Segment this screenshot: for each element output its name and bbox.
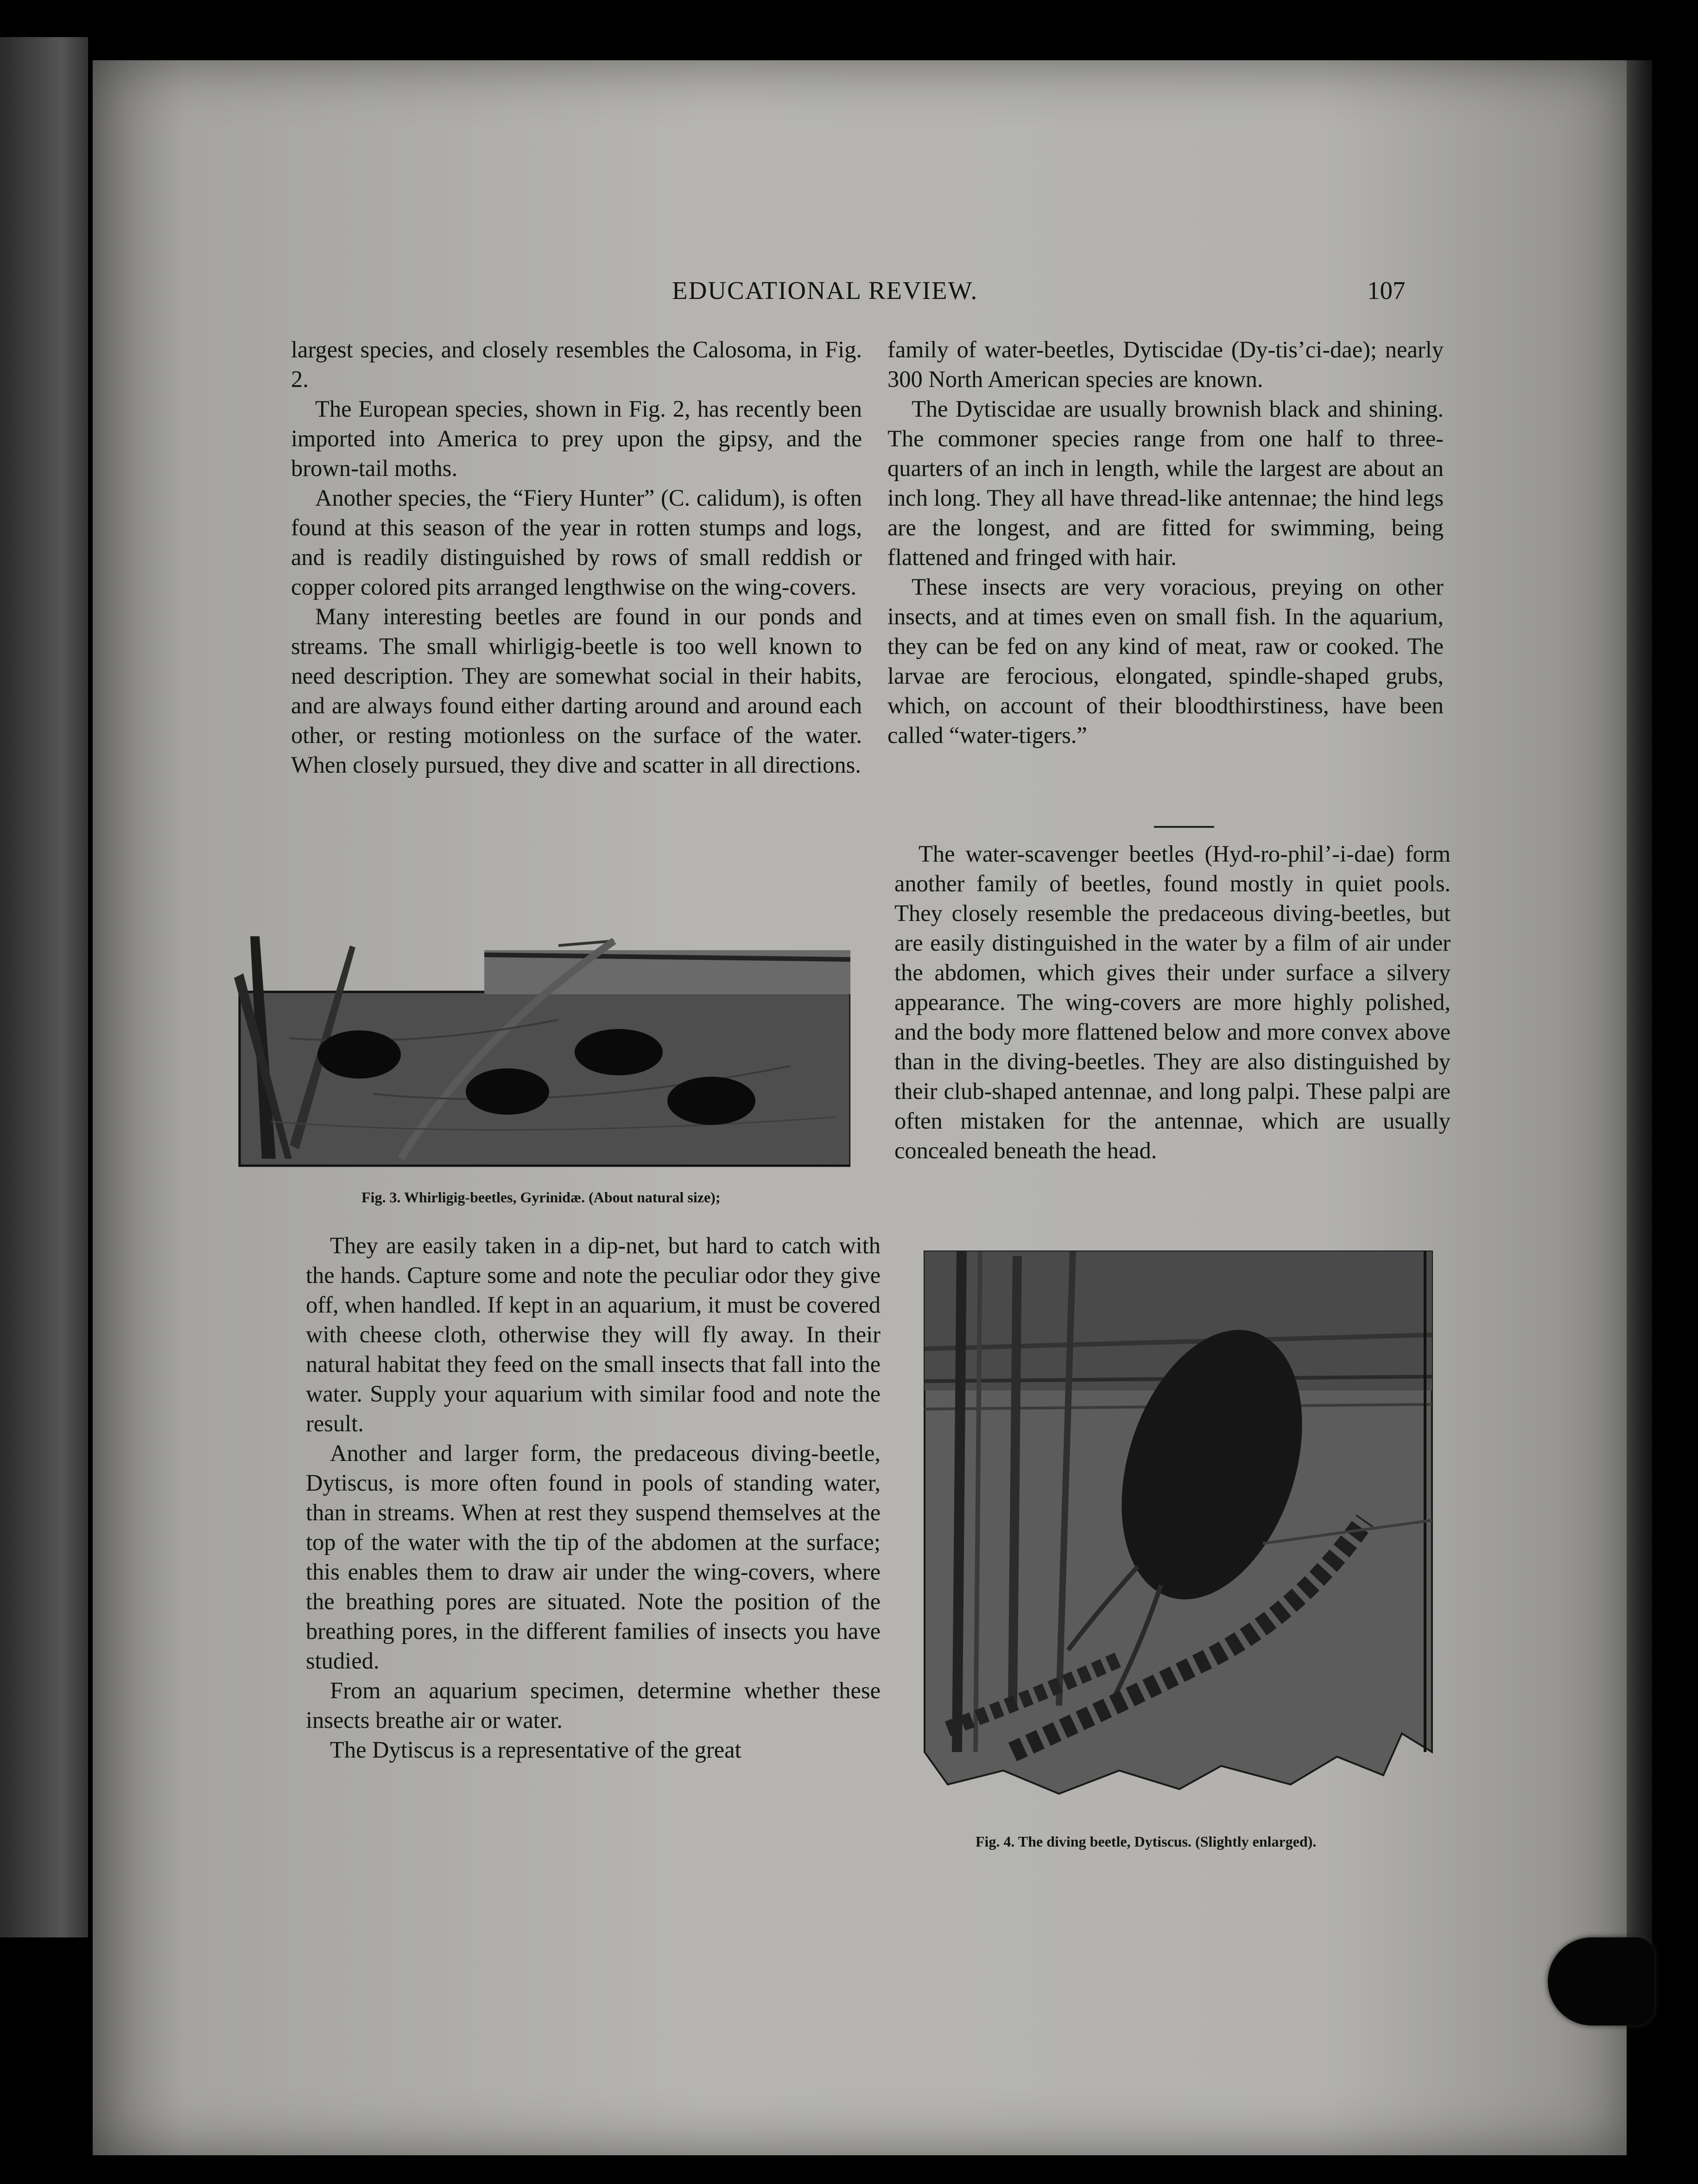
paragraph: These insects are very voracious, preying on other insects, and at times even on small fish. In the aquarium, they can be fed on any kind of meat, raw or cooked. The larvae are ferocious, elongated, spindle-shaped grubs, which, on account of their bloodthirstiness, have been called “water-tigers.” [887, 574, 1444, 748]
paragraph: From an aquarium specimen, determine whether these insects breathe air or water. [306, 1677, 881, 1733]
page-number: 107 [1367, 276, 1406, 305]
whirligig-beetles-illustration [234, 927, 850, 1173]
paragraph: Many interesting beetles are found in our ponds and streams. The small whirligig-beetle is too well known to need description. They are somewhat social in their habits, and are always found either darting around and around each other, or resting motionless on the surface of the water. When closely pursued, they dive and scatter in all directions. [291, 603, 862, 778]
paragraph: The water-scavenger beetles (Hyd-ro-phil’-i-dae) form another family of beetles, found mostly in quiet pools. They closely resemble the predaceous diving-beetles, but are easily distinguished in the water by a film of air under the abdomen, which gives their under surface a silvery appearance. The wing-covers are more highly polished, and the body more flattened below and more convex above than in the diving-beetles. They are also distinguished by their club-shaped antennae, and long palpi. These palpi are often mistaken for the antennae, which are usually concealed beneath the head. [894, 841, 1451, 1163]
paragraph: They are easily taken in a dip-net, but hard to catch with the hands. Capture some and note the peculiar odor they give off, when handled. If kept in an aquarium, it must be covered with cheese cloth, otherwise they will fly away. In their natural habitat they feed on the small insects that fall into the water. Supply your aquarium with similar food and note the result. [306, 1232, 881, 1436]
paragraph: The Dytiscidae are usually brownish black and shining. The commoner species range from one half to three-quarters of an inch in length, while the largest are about an inch long. They all have thread-like antennae; the hind legs are the longest, and are fitted for swimming, being flattened and fringed with hair. [887, 396, 1444, 570]
diving-beetle-illustration [920, 1242, 1439, 1803]
figure-4-caption: Fig. 4. The diving beetle, Dytiscus. (Slightly enlarged). [976, 1833, 1317, 1850]
paragraph: family of water-beetles, Dytiscidae (Dy-tis’ci-dae); nearly 300 North American species are known. [887, 336, 1444, 392]
right-column-middle [894, 839, 1451, 1165]
paragraph: Another and larger form, the predaceous diving-beetle, Dytiscus, is more often found in pools of standing water, than in streams. When at rest they suspend themselves at the top of the water with the tip of the abdomen at the surface; this enables them to draw air under the wing-covers, where the breathing pores are situated. Note the position of the breathing pores, in the different families of insects you have studied. [306, 1440, 881, 1674]
running-head: EDUCATIONAL REVIEW. [672, 276, 978, 305]
paragraph: The Dytiscus is a representative of the great [330, 1737, 741, 1763]
figure-3-caption: Fig. 3. Whirligig-beetles, Gyrinidæ. (About natural size); [361, 1189, 721, 1206]
section-divider [1154, 826, 1214, 828]
left-column-top [291, 335, 862, 780]
paragraph: The European species, shown in Fig. 2, has recently been imported into America to prey upon the gipsy, and the brown-tail moths. [291, 396, 862, 481]
right-column-top [887, 335, 1444, 750]
paragraph: largest species, and closely resembles the Calosoma, in Fig. 2. [291, 336, 862, 392]
page-stack-edge [1627, 60, 1652, 1961]
previous-page-edge [0, 37, 88, 1937]
paragraph: Another species, the “Fiery Hunter” (C. calidum), is often found at this season of the year in rotten stumps and logs, and is readily distinguished by rows of small reddish or copper colored pits arranged lengthwise on the wing-covers. [291, 485, 862, 600]
left-column-bottom [306, 1231, 881, 1765]
binder-clip [1548, 1937, 1654, 2025]
